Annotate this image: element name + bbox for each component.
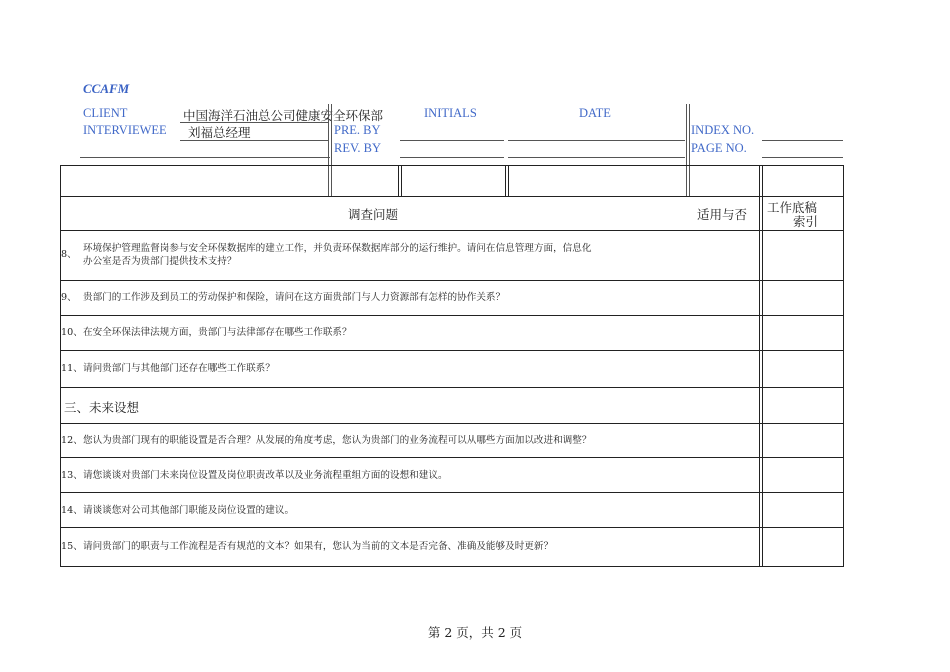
question-text: 请问贵部门与其他部门还存在哪些工作联系？ [83, 363, 275, 374]
index-column-divider [759, 165, 760, 566]
row-10-bottom [60, 350, 844, 351]
header-divider-right-a [686, 104, 687, 196]
table-bottom-border [60, 566, 844, 567]
question-number: 8、 [61, 249, 77, 260]
header-divider-right-b [689, 104, 690, 196]
row-11-bottom [60, 387, 844, 388]
index-column-divider-b [762, 165, 763, 566]
question-text: 请问贵部门的职责与工作流程是否有规范的文本？如果有，您认为当前的文本是否完备、准确及能够及时更新？ [83, 541, 554, 552]
column-header-index-line2: 索引 [793, 214, 819, 229]
pre-by-label: PRE. BY [334, 123, 381, 137]
initials-label: INITIALS [424, 106, 477, 120]
rev-by-initials-line [400, 157, 504, 158]
question-number: 15、 [61, 541, 83, 552]
question-row-9 [61, 291, 505, 304]
table-top-border [60, 165, 844, 166]
rev-by-label: REV. BY [334, 141, 382, 155]
question-text: 在安全环保法律法规方面，贵部门与法律部存在哪些工作联系？ [83, 327, 352, 338]
interviewee-underline [180, 140, 328, 141]
question-row-14 [61, 504, 294, 517]
question-row-8-line1: 环境保护管理监督岗参与安全环保数据库的建立工作，并负责环保数据库部分的运行维护。请问在信息管理方面，信息化 [83, 243, 592, 254]
row-14-bottom [60, 527, 844, 528]
rev-by-date-line [508, 157, 685, 158]
page-no-label: PAGE NO. [691, 141, 747, 155]
blank-row-divider-c [505, 165, 506, 196]
blank-row-divider-d [508, 165, 509, 196]
client-underline [180, 122, 328, 123]
question-number: 13、 [61, 470, 83, 481]
client-value: 中国海洋石油总公司健康安全环保部 [183, 108, 384, 123]
row-8-bottom [60, 280, 844, 281]
question-row-8-line2: 办公室是否为贵部门提供技术支持？ [83, 256, 237, 267]
interviewee-value: 刘福总经理 [188, 125, 251, 140]
question-number: 12、 [61, 435, 83, 446]
row-9-bottom [60, 315, 844, 316]
question-number: 14、 [61, 505, 83, 516]
question-row-11 [61, 362, 275, 375]
blank-row-divider-b [401, 165, 402, 196]
date-label: DATE [579, 106, 611, 120]
section-heading-future: 三、未来设想 [64, 400, 140, 415]
question-text: 您认为贵部门现有的职能设置是否合理？从发展的角度考虑，您认为贵部门的业务流程可以从哪些方面加以改进和调整？ [83, 435, 592, 446]
question-row-13 [61, 469, 448, 482]
question-text: 贵部门的工作涉及到员工的劳动保护和保险，请问在这方面贵部门与人力资源部有怎样的协作关系？ [83, 292, 506, 303]
interviewee-label: INTERVIEWEE [83, 123, 167, 137]
pre-by-date-line [508, 140, 685, 141]
blank-row-divider-a [398, 165, 399, 196]
page-no-line [762, 157, 843, 158]
question-row-10 [61, 326, 352, 339]
blank-row-bottom [60, 196, 844, 197]
header-divider-left-a [328, 104, 329, 196]
question-text: 请谈谈您对公司其他部门职能及岗位设置的建议。 [83, 505, 295, 516]
column-header-question: 调查问题 [348, 207, 399, 222]
question-text: 请您谈谈对贵部门未来岗位设置及岗位职责改革以及业务流程重组方面的设想和建议。 [83, 470, 448, 481]
question-row-8-number [61, 248, 83, 261]
question-number: 11、 [61, 363, 83, 374]
table-right-border [843, 165, 844, 566]
client-label: CLIENT [83, 106, 128, 120]
header-bottom-line-left [80, 157, 330, 158]
question-number: 9、 [61, 292, 77, 303]
index-no-label: INDEX NO. [691, 123, 755, 137]
brand-logo-text: CCAFM [83, 81, 130, 96]
question-row-15 [61, 540, 553, 553]
header-divider-left-b [331, 104, 332, 196]
row-13-bottom [60, 492, 844, 493]
column-header-bottom [60, 230, 844, 231]
column-header-index-line1: 工作底稿 [767, 200, 818, 215]
page-footer: 第 2 页，共 2 页 [427, 625, 523, 640]
question-number: 10、 [61, 327, 83, 338]
question-row-12 [61, 434, 591, 447]
section-row-bottom [60, 423, 844, 424]
pre-by-initials-line [400, 140, 504, 141]
column-header-applicable: 适用与否 [697, 207, 748, 222]
index-no-line [762, 140, 843, 141]
row-12-bottom [60, 457, 844, 458]
